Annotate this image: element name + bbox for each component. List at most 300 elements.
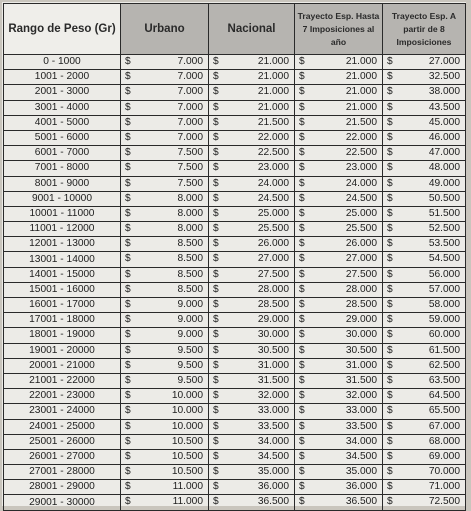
price-amount: 9.000: [177, 299, 203, 310]
currency-symbol: $: [299, 253, 305, 265]
weight-range-cell: 17001 - 18000: [4, 313, 121, 328]
price-amount: 32.000: [345, 390, 377, 402]
price-cell-esp-hasta-7: [295, 237, 383, 252]
table-row: [4, 313, 466, 328]
price-amount: 33.500: [257, 420, 289, 432]
currency-symbol: $: [125, 344, 131, 356]
price-cell-esp-hasta-7: [295, 358, 383, 373]
price-cell-esp-a-partir-8: [383, 282, 466, 297]
currency-symbol: $: [299, 390, 305, 402]
price-amount: 24.500: [345, 192, 377, 204]
currency-symbol: $: [387, 268, 393, 280]
price-amount: 32.500: [428, 71, 460, 83]
currency-symbol: $: [387, 299, 393, 310]
price-cell-nacional: [209, 389, 295, 404]
price-cell-esp-hasta-7: [295, 100, 383, 115]
price-cell-esp-hasta-7: [295, 191, 383, 206]
currency-symbol: $: [125, 86, 131, 98]
currency-symbol: $: [387, 116, 393, 128]
price-cell-esp-hasta-7: [295, 130, 383, 145]
price-cell-urbano: [121, 404, 209, 419]
price-amount: 29.000: [257, 314, 289, 326]
currency-symbol: $: [125, 162, 131, 174]
price-cell-urbano: [121, 176, 209, 191]
price-amount: 8.000: [177, 207, 203, 219]
price-amount: 67.000: [428, 420, 460, 432]
price-amount: 8.000: [177, 223, 203, 235]
header-urbano: Urbano: [121, 4, 209, 55]
price-amount: 10.500: [171, 435, 203, 447]
currency-symbol: $: [213, 116, 219, 128]
price-amount: 24.000: [345, 177, 377, 189]
price-cell-urbano: [121, 465, 209, 480]
price-cell-urbano: [121, 267, 209, 282]
currency-symbol: $: [299, 86, 305, 98]
price-cell-esp-hasta-7: [295, 298, 383, 313]
price-cell-esp-hasta-7: [295, 85, 383, 100]
currency-symbol: $: [299, 71, 305, 83]
price-amount: 34.500: [345, 450, 377, 462]
currency-symbol: $: [387, 86, 393, 98]
currency-symbol: $: [213, 420, 219, 432]
header-weight-range: Rango de Peso (Gr): [4, 4, 121, 55]
currency-symbol: $: [125, 314, 131, 326]
table-row: [4, 449, 466, 464]
currency-symbol: $: [213, 466, 219, 478]
table-row: [4, 206, 466, 221]
currency-symbol: $: [299, 268, 305, 280]
price-amount: 28.000: [257, 283, 289, 295]
price-amount: 21.000: [257, 56, 289, 67]
currency-symbol: $: [213, 359, 219, 371]
price-cell-urbano: [121, 480, 209, 495]
price-cell-urbano: [121, 237, 209, 252]
price-amount: 25.500: [257, 223, 289, 235]
price-cell-esp-a-partir-8: [383, 115, 466, 130]
currency-symbol: $: [125, 56, 131, 67]
currency-symbol: $: [125, 299, 131, 310]
price-amount: 26.000: [345, 238, 377, 250]
currency-symbol: $: [213, 344, 219, 356]
price-amount: 9.500: [177, 344, 203, 356]
currency-symbol: $: [299, 56, 305, 67]
price-amount: 48.000: [428, 162, 460, 174]
weight-range-cell: 8001 - 9000: [4, 176, 121, 191]
price-amount: 26.000: [257, 238, 289, 250]
price-cell-esp-a-partir-8: [383, 161, 466, 176]
price-amount: 21.000: [257, 86, 289, 98]
price-cell-urbano: [121, 206, 209, 221]
currency-symbol: $: [213, 238, 219, 250]
currency-symbol: $: [213, 299, 219, 310]
table-row: [4, 115, 466, 130]
price-amount: 28.500: [345, 299, 377, 310]
price-amount: 11.000: [172, 481, 203, 493]
currency-symbol: $: [299, 147, 305, 159]
price-amount: 60.000: [428, 329, 460, 341]
price-cell-urbano: [121, 389, 209, 404]
currency-symbol: $: [125, 435, 131, 447]
price-cell-urbano: [121, 298, 209, 313]
price-cell-esp-hasta-7: [295, 465, 383, 480]
currency-symbol: $: [387, 329, 393, 341]
currency-symbol: $: [387, 238, 393, 250]
price-cell-esp-hasta-7: [295, 267, 383, 282]
price-cell-esp-a-partir-8: [383, 55, 466, 70]
price-cell-esp-hasta-7: [295, 206, 383, 221]
price-cell-nacional: [209, 191, 295, 206]
currency-symbol: $: [213, 177, 219, 189]
currency-symbol: $: [125, 329, 131, 341]
weight-range-cell: 11001 - 12000: [4, 222, 121, 237]
price-cell-esp-a-partir-8: [383, 480, 466, 495]
weight-range-cell: 21001 - 22000: [4, 373, 121, 388]
price-amount: 31.500: [257, 374, 289, 386]
currency-symbol: $: [387, 162, 393, 174]
price-amount: 50.500: [428, 192, 460, 204]
price-amount: 29.000: [345, 314, 377, 326]
currency-symbol: $: [125, 192, 131, 204]
price-cell-urbano: [121, 55, 209, 70]
price-amount: 36.500: [257, 496, 289, 508]
price-amount: 7.000: [177, 56, 203, 67]
price-cell-urbano: [121, 161, 209, 176]
currency-symbol: $: [125, 420, 131, 432]
price-cell-esp-a-partir-8: [383, 495, 466, 510]
table-row: [4, 237, 466, 252]
price-cell-esp-a-partir-8: [383, 222, 466, 237]
currency-symbol: $: [125, 283, 131, 295]
currency-symbol: $: [387, 390, 393, 402]
price-cell-esp-hasta-7: [295, 313, 383, 328]
price-amount: 21.500: [257, 116, 289, 128]
price-amount: 23.000: [257, 162, 289, 174]
weight-range-cell: 6001 - 7000: [4, 146, 121, 161]
table-row: [4, 419, 466, 434]
price-amount: 65.500: [428, 405, 460, 417]
table-row: [4, 404, 466, 419]
price-amount: 63.500: [428, 374, 460, 386]
price-cell-esp-hasta-7: [295, 343, 383, 358]
price-amount: 52.500: [428, 223, 460, 235]
weight-range-cell: 9001 - 10000: [4, 191, 121, 206]
price-amount: 22.000: [257, 131, 289, 143]
currency-symbol: $: [299, 435, 305, 447]
currency-symbol: $: [387, 496, 393, 508]
price-cell-nacional: [209, 328, 295, 343]
price-cell-nacional: [209, 161, 295, 176]
currency-symbol: $: [125, 253, 131, 265]
currency-symbol: $: [125, 147, 131, 159]
currency-symbol: $: [299, 374, 305, 386]
currency-symbol: $: [125, 101, 131, 113]
currency-symbol: $: [387, 71, 393, 83]
weight-range-cell: 0 - 1000: [4, 55, 121, 70]
price-cell-nacional: [209, 465, 295, 480]
table-row: [4, 55, 466, 70]
currency-symbol: $: [213, 496, 219, 508]
currency-symbol: $: [125, 238, 131, 250]
price-amount: 8.500: [177, 253, 203, 265]
weight-range-cell: 7001 - 8000: [4, 161, 121, 176]
currency-symbol: $: [213, 374, 219, 386]
weight-range-cell: 25001 - 26000: [4, 434, 121, 449]
table-row: [4, 146, 466, 161]
weight-range-cell: 15001 - 16000: [4, 282, 121, 297]
currency-symbol: $: [387, 405, 393, 417]
weight-range-cell: 22001 - 23000: [4, 389, 121, 404]
price-amount: 33.500: [345, 420, 377, 432]
currency-symbol: $: [299, 131, 305, 143]
currency-symbol: $: [299, 329, 305, 341]
price-cell-esp-a-partir-8: [383, 328, 466, 343]
currency-symbol: $: [213, 223, 219, 235]
price-amount: 30.000: [257, 329, 289, 341]
price-amount: 31.500: [345, 374, 377, 386]
table-row: [4, 373, 466, 388]
currency-symbol: $: [213, 314, 219, 326]
price-amount: 27.500: [345, 268, 377, 280]
table-row: [4, 465, 466, 480]
currency-symbol: $: [299, 162, 305, 174]
price-cell-esp-a-partir-8: [383, 313, 466, 328]
currency-symbol: $: [299, 207, 305, 219]
price-cell-nacional: [209, 298, 295, 313]
price-cell-nacional: [209, 449, 295, 464]
price-amount: 27.000: [257, 253, 289, 265]
price-cell-esp-a-partir-8: [383, 373, 466, 388]
price-amount: 10.000: [171, 420, 203, 432]
header-special-from-8: Trayecto Esp. A partir de 8 Imposiciones: [383, 4, 466, 55]
currency-symbol: $: [299, 101, 305, 113]
table-body: [4, 55, 466, 511]
currency-symbol: $: [387, 56, 393, 67]
currency-symbol: $: [299, 177, 305, 189]
price-amount: 72.500: [428, 496, 460, 508]
currency-symbol: $: [299, 192, 305, 204]
price-amount: 21.000: [345, 56, 377, 67]
price-amount: 57.000: [428, 283, 460, 295]
price-cell-nacional: [209, 419, 295, 434]
currency-symbol: $: [213, 283, 219, 295]
currency-symbol: $: [125, 116, 131, 128]
price-amount: 53.500: [428, 238, 460, 250]
currency-symbol: $: [299, 283, 305, 295]
price-cell-nacional: [209, 55, 295, 70]
price-cell-nacional: [209, 282, 295, 297]
header-special-up-to-7: Trayecto Esp. Hasta 7 Imposiciones al año: [295, 4, 383, 55]
currency-symbol: $: [387, 466, 393, 478]
price-amount: 35.000: [257, 466, 289, 478]
price-cell-esp-hasta-7: [295, 222, 383, 237]
price-amount: 8.000: [177, 192, 203, 204]
price-cell-esp-hasta-7: [295, 480, 383, 495]
currency-symbol: $: [125, 466, 131, 478]
price-cell-esp-a-partir-8: [383, 206, 466, 221]
price-cell-urbano: [121, 373, 209, 388]
price-amount: 36.000: [345, 481, 377, 493]
price-amount: 64.500: [428, 390, 460, 402]
price-amount: 34.500: [257, 450, 289, 462]
price-amount: 36.000: [257, 481, 289, 493]
currency-symbol: $: [213, 268, 219, 280]
table-row: [4, 298, 466, 313]
currency-symbol: $: [299, 405, 305, 417]
price-amount: 24.000: [257, 177, 289, 189]
currency-symbol: $: [125, 207, 131, 219]
weight-range-cell: 3001 - 4000: [4, 100, 121, 115]
price-amount: 32.000: [257, 390, 289, 402]
currency-symbol: $: [299, 299, 305, 310]
currency-symbol: $: [213, 131, 219, 143]
currency-symbol: $: [213, 71, 219, 83]
price-cell-esp-hasta-7: [295, 434, 383, 449]
price-amount: 22.500: [345, 147, 377, 159]
currency-symbol: $: [125, 177, 131, 189]
price-cell-nacional: [209, 115, 295, 130]
price-amount: 7.000: [177, 71, 203, 83]
price-cell-nacional: [209, 130, 295, 145]
weight-range-cell: 10001 - 11000: [4, 206, 121, 221]
price-amount: 10.000: [171, 390, 203, 402]
table-row: [4, 480, 466, 495]
price-amount: 46.000: [428, 131, 460, 143]
currency-symbol: $: [387, 481, 393, 493]
price-amount: 21.000: [345, 71, 377, 83]
price-cell-urbano: [121, 252, 209, 267]
currency-symbol: $: [213, 101, 219, 113]
currency-symbol: $: [387, 101, 393, 113]
price-cell-urbano: [121, 222, 209, 237]
price-cell-nacional: [209, 176, 295, 191]
price-cell-nacional: [209, 70, 295, 85]
currency-symbol: $: [125, 405, 131, 417]
price-amount: 7.500: [177, 147, 203, 159]
price-amount: 49.000: [428, 177, 460, 189]
price-cell-urbano: [121, 495, 209, 510]
price-cell-esp-hasta-7: [295, 495, 383, 510]
price-cell-urbano: [121, 85, 209, 100]
price-amount: 7.000: [177, 86, 203, 98]
currency-symbol: $: [213, 405, 219, 417]
price-amount: 25.000: [345, 207, 377, 219]
currency-symbol: $: [213, 435, 219, 447]
price-cell-urbano: [121, 191, 209, 206]
table-row: [4, 282, 466, 297]
table-row: [4, 100, 466, 115]
table-row: [4, 389, 466, 404]
price-amount: 68.000: [428, 435, 460, 447]
price-amount: 7.000: [177, 116, 203, 128]
currency-symbol: $: [387, 223, 393, 235]
table-row: [4, 222, 466, 237]
price-cell-nacional: [209, 480, 295, 495]
currency-symbol: $: [125, 71, 131, 83]
price-amount: 34.000: [345, 435, 377, 447]
currency-symbol: $: [125, 374, 131, 386]
price-cell-esp-a-partir-8: [383, 267, 466, 282]
price-amount: 23.000: [345, 162, 377, 174]
currency-symbol: $: [125, 359, 131, 371]
currency-symbol: $: [213, 329, 219, 341]
currency-symbol: $: [387, 374, 393, 386]
price-amount: 21.000: [345, 86, 377, 98]
weight-range-cell: 2001 - 3000: [4, 85, 121, 100]
price-cell-nacional: [209, 252, 295, 267]
price-amount: 25.000: [257, 207, 289, 219]
price-amount: 30.500: [257, 344, 289, 356]
weight-range-cell: 12001 - 13000: [4, 237, 121, 252]
price-cell-nacional: [209, 434, 295, 449]
price-cell-esp-a-partir-8: [383, 404, 466, 419]
price-amount: 21.000: [345, 101, 377, 113]
price-cell-urbano: [121, 100, 209, 115]
currency-symbol: $: [213, 390, 219, 402]
price-amount: 34.000: [257, 435, 289, 447]
currency-symbol: $: [387, 131, 393, 143]
weight-range-cell: 1001 - 2000: [4, 70, 121, 85]
currency-symbol: $: [213, 56, 219, 67]
price-amount: 71.000: [428, 481, 460, 493]
currency-symbol: $: [387, 344, 393, 356]
currency-symbol: $: [387, 192, 393, 204]
price-cell-urbano: [121, 449, 209, 464]
price-amount: 11.000: [172, 496, 203, 508]
price-amount: 9.000: [177, 314, 203, 326]
table-row: [4, 434, 466, 449]
currency-symbol: $: [387, 253, 393, 265]
price-cell-esp-hasta-7: [295, 70, 383, 85]
currency-symbol: $: [299, 481, 305, 493]
table-row: [4, 70, 466, 85]
price-amount: 62.500: [428, 359, 460, 371]
table-row: [4, 130, 466, 145]
price-amount: 33.000: [345, 405, 377, 417]
price-cell-esp-hasta-7: [295, 176, 383, 191]
currency-symbol: $: [125, 481, 131, 493]
price-amount: 22.500: [257, 147, 289, 159]
currency-symbol: $: [387, 177, 393, 189]
price-cell-nacional: [209, 267, 295, 282]
price-cell-esp-hasta-7: [295, 146, 383, 161]
price-cell-nacional: [209, 313, 295, 328]
table-row: [4, 328, 466, 343]
table-row: [4, 358, 466, 373]
currency-symbol: $: [299, 450, 305, 462]
currency-symbol: $: [125, 223, 131, 235]
price-cell-esp-hasta-7: [295, 404, 383, 419]
price-amount: 9.500: [177, 374, 203, 386]
price-amount: 31.000: [345, 359, 377, 371]
table-row: [4, 176, 466, 191]
price-cell-esp-hasta-7: [295, 252, 383, 267]
price-cell-esp-a-partir-8: [383, 191, 466, 206]
currency-symbol: $: [125, 131, 131, 143]
rate-sheet: [2, 2, 466, 506]
price-cell-esp-a-partir-8: [383, 252, 466, 267]
price-cell-urbano: [121, 130, 209, 145]
price-amount: 30.500: [345, 344, 377, 356]
table-row: [4, 85, 466, 100]
weight-range-cell: 5001 - 6000: [4, 130, 121, 145]
currency-symbol: $: [125, 268, 131, 280]
weight-range-cell: 29001 - 30000: [4, 495, 121, 510]
price-cell-urbano: [121, 328, 209, 343]
price-amount: 36.500: [345, 496, 377, 508]
currency-symbol: $: [299, 420, 305, 432]
price-amount: 30.000: [345, 329, 377, 341]
price-cell-urbano: [121, 282, 209, 297]
